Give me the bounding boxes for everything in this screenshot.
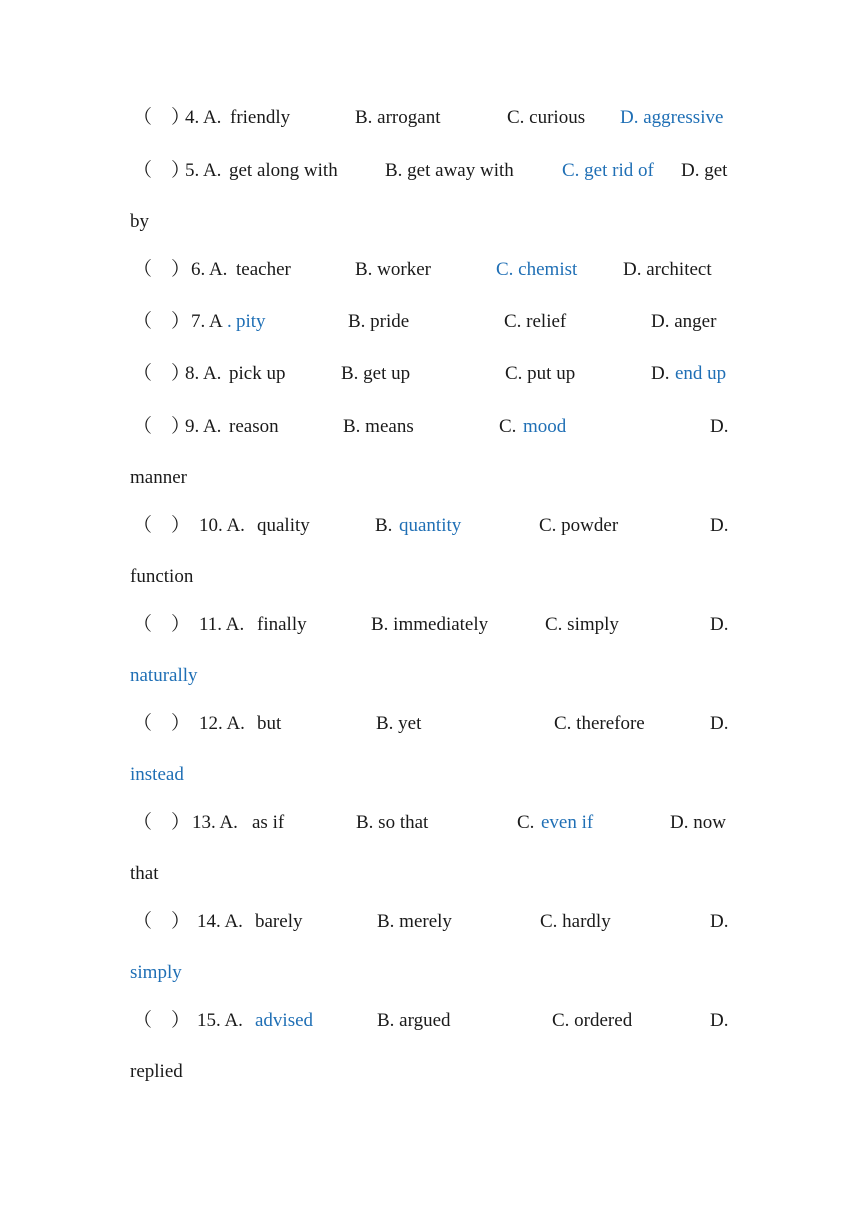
option-d-answer: naturally [130, 665, 198, 686]
question-number: 15. A. [197, 1010, 243, 1031]
answer-paren: （ ） [133, 311, 191, 332]
answer-paren: （ ） [133, 812, 191, 833]
option-d-continuation: function [130, 566, 194, 587]
question-number: 8. A. [185, 363, 222, 384]
option-d: D. architect [623, 259, 712, 280]
option-c-answer: mood [523, 416, 567, 437]
question-11-wrap [0, 661, 860, 691]
question-14-wrap [0, 958, 860, 988]
option-d: D. get [681, 160, 728, 181]
option-b: B. worker [355, 259, 431, 280]
option-a: finally [257, 614, 307, 635]
option-c-answer: C. chemist [496, 259, 578, 280]
option-d: D. anger [651, 311, 717, 332]
option-a: but [257, 713, 282, 734]
option-c-label: C. [517, 812, 535, 833]
option-b: B. arrogant [355, 107, 441, 128]
question-number: 6. A. [191, 259, 228, 280]
option-d-continuation: by [130, 211, 149, 232]
question-6 [0, 255, 860, 285]
question-number: 5. A. [185, 160, 222, 181]
question-4 [0, 103, 860, 133]
option-a: pick up [229, 363, 286, 384]
question-11 [0, 610, 860, 640]
question-7 [0, 307, 860, 337]
option-c: C. simply [545, 614, 619, 635]
option-d: D. [710, 1010, 729, 1031]
option-c: C. therefore [554, 713, 645, 734]
answer-paren: （ ） [133, 1010, 191, 1031]
option-b: B. get up [341, 363, 411, 384]
question-number: 9. A. [185, 416, 222, 437]
option-d-continuation: that [130, 863, 159, 884]
option-c: C. curious [507, 107, 586, 128]
question-12-wrap [0, 760, 860, 790]
option-d-continuation: replied [130, 1061, 183, 1082]
question-10-wrap [0, 562, 860, 592]
question-13-wrap [0, 859, 860, 889]
option-d-label: D. [651, 363, 670, 384]
option-a-dot: . [227, 311, 232, 332]
option-d: D. [710, 614, 729, 635]
question-13 [0, 808, 860, 838]
option-d: D. now [670, 812, 726, 833]
option-b-label: B. [375, 515, 393, 536]
question-12 [0, 709, 860, 739]
option-b-answer: quantity [399, 515, 462, 536]
option-d: D. [710, 515, 729, 536]
option-c-answer: even if [541, 812, 594, 833]
answer-paren: （ ） [133, 107, 191, 128]
answer-paren: （ ） [133, 911, 191, 932]
question-14 [0, 907, 860, 937]
option-b: B. yet [376, 713, 422, 734]
option-d-answer: instead [130, 764, 184, 785]
option-a: get along with [229, 160, 338, 181]
option-d-answer: simply [130, 962, 182, 983]
option-a-answer: advised [255, 1010, 314, 1031]
question-number: 14. A. [197, 911, 243, 932]
option-a: barely [255, 911, 303, 932]
option-b: B. so that [356, 812, 429, 833]
option-d-continuation: manner [130, 467, 187, 488]
question-9-wrap [0, 463, 860, 493]
question-9 [0, 412, 860, 442]
question-8 [0, 359, 860, 389]
option-b: B. merely [377, 911, 452, 932]
option-c-answer: C. get rid of [562, 160, 654, 181]
option-b: B. immediately [371, 614, 489, 635]
option-c: C. powder [539, 515, 619, 536]
answer-paren: （ ） [133, 614, 191, 635]
answer-paren: （ ） [133, 515, 191, 536]
option-d-answer: D. aggressive [620, 107, 724, 128]
option-a: as if [252, 812, 285, 833]
question-15 [0, 1006, 860, 1036]
answer-paren: （ ） [133, 713, 191, 734]
option-c: C. ordered [552, 1010, 633, 1031]
question-10 [0, 511, 860, 541]
question-number: 12. A. [199, 713, 245, 734]
question-number: 10. A. [199, 515, 245, 536]
question-number: 13. A. [192, 812, 238, 833]
option-b: B. argued [377, 1010, 451, 1031]
option-b: B. means [343, 416, 414, 437]
option-a: teacher [236, 259, 291, 280]
option-d: D. [710, 911, 729, 932]
answer-paren: （ ） [133, 160, 191, 181]
option-b: B. pride [348, 311, 410, 332]
option-c-label: C. [499, 416, 517, 437]
option-b: B. get away with [385, 160, 514, 181]
option-a: reason [229, 416, 279, 437]
option-a: quality [257, 515, 310, 536]
option-a-answer: pity [236, 311, 266, 332]
option-d: D. [710, 713, 729, 734]
answer-paren: （ ） [133, 363, 191, 384]
answer-paren: （ ） [133, 416, 191, 437]
question-5-wrap [0, 207, 860, 237]
option-c: C. relief [504, 311, 567, 332]
question-15-wrap [0, 1057, 860, 1087]
option-c: C. put up [505, 363, 576, 384]
question-number: 7. A [191, 311, 223, 332]
option-d-answer: end up [675, 363, 727, 384]
option-d: D. [710, 416, 729, 437]
option-a: friendly [230, 107, 291, 128]
question-number: 4. A. [185, 107, 222, 128]
option-c: C. hardly [540, 911, 611, 932]
question-5 [0, 156, 860, 186]
question-number: 11. A. [199, 614, 245, 635]
answer-paren: （ ） [133, 259, 191, 280]
